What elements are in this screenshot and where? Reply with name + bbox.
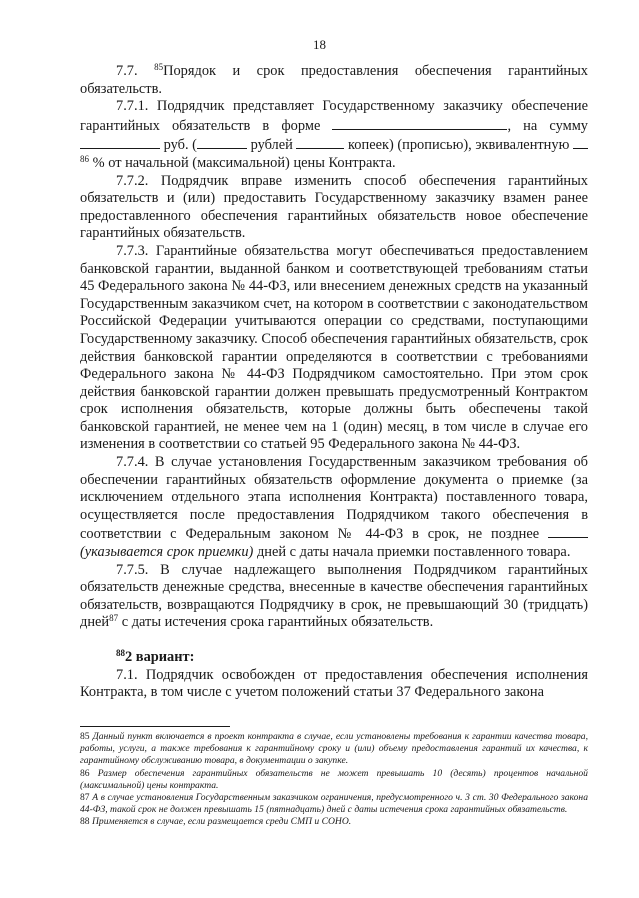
footnote-text: Размер обеспечения гарантийных обязательств не может превышать 10 (десять) процентов начальной (максимальной) цены контракта. <box>80 767 588 791</box>
amount-blank <box>80 135 160 149</box>
spacer <box>80 632 588 649</box>
variant-heading <box>80 649 588 667</box>
paragraph-7-7-5 <box>80 562 588 632</box>
paragraph-7-7-5-text-b: с даты истечения срока гарантийных обязательств. <box>121 614 434 631</box>
paragraph-7-7-5-text: 7.7.5. В случае надлежащего выполнения Подрядчиком гарантийных обязательств денежные средства, внесенные в качестве обеспечения гарантийных обязательств, возвращаются Подрядчику в срок, не превышающий 30 (тридцать) дней <box>80 561 588 631</box>
kopecks-blank <box>296 135 344 149</box>
footnote-number: 88 <box>80 816 90 828</box>
paragraph-7-7-1-text-e: копеек) (прописью), эквивалентную <box>348 137 570 154</box>
footnote-number: 87 <box>80 792 90 804</box>
footnote-85 <box>80 731 588 768</box>
section-number: 7.7. <box>116 63 138 79</box>
footnotes <box>80 731 588 829</box>
document-body <box>80 63 588 702</box>
footnote-86 <box>80 768 588 792</box>
footnote-number: 85 <box>80 731 90 742</box>
paragraph-7-7-4-text-b: дней с даты начала приемки поставленного товара. <box>256 544 571 561</box>
paragraph-7-7-4-text: 7.7.4. В случае установления Государственным заказчиком требования об обеспечении гарантийных обязательств оформление документа о приемке (за исключением отдельного этапа исполнения Контракта) поставленного товара, осуществляется после предоставления Подрядчиком такого обеспечения в соответствии с Федеральным законом № 44-ФЗ в срок, не позднее <box>80 454 588 543</box>
footnote-ref-87: 87 <box>109 613 119 624</box>
rubles-blank <box>197 135 247 149</box>
page-number: 18 <box>313 37 326 52</box>
percent-blank <box>573 135 588 149</box>
footnote-text: Применяется в случае, если размещается среди СМП и СОНО. <box>92 816 352 828</box>
footnote-ref-88: 88 <box>116 648 125 658</box>
footnote-number: 86 <box>80 767 90 779</box>
paragraph-7-7-2: 7.7.2. Подрядчик вправе изменить способ обеспечения гарантийных обязательств и (или) предоставить Государственному заказчику взамен ранее предоставленного обеспечения гарантийных обязательств новое обеспечение гарантийных обязательств. <box>80 172 588 242</box>
paragraph-7-7-1-text: 7.7.1. Подрядчик представляет Государственному заказчику обеспечение гарантийных обязательств в форме <box>80 98 588 134</box>
footnote-ref-86: 86 <box>80 153 89 164</box>
footnote-separator <box>80 726 230 727</box>
footnote-text: Данный пункт включается в проект контракта в случае, если установлены требования к гарантии качества товара, работы, услуги, а также требования к гарантийному сроку и (или) объему предоставления гарантий их качества, к гарантийному обслуживанию товара, в документации о закупке. <box>80 731 588 767</box>
section-heading: Порядок и срок предоставления обеспечения гарантийных обязательств. <box>80 63 588 97</box>
acceptance-term-note: (указывается срок приемки) <box>80 544 254 561</box>
paragraph-7-7-4 <box>80 454 588 562</box>
paragraph-7-7-3: 7.7.3. Гарантийные обязательства могут обеспечиваться предоставлением банковской гарантии, выданной банком и соответствующей требованиям статьи 45 Федерального закона № 44-ФЗ, или внесением денежных средств на указанный Государственным заказчиком счет, на котором в соответствии с законодательством Российской Федерации учитываются операции со средствами, поступающими Государственному заказчику. Способ обеспечения гарантийных обязательств, срок действия банковской гарантии определяются в соответствии с требованиями Федерального закона № 44-ФЗ Подрядчиком самостоятельно. При этом срок действия банковской гарантии должен превышать предусмотренный Контрактом срок исполнения обязательств, которые должны быть обеспечены такой банковской гарантией, не менее чем на 1 (один) месяц, в том числе в случае его изменения в соответствии со статьей 95 Федерального закона № 44-ФЗ. <box>80 242 588 453</box>
footnote-88 <box>80 816 588 828</box>
paragraph-7-7-1-text-f: % от начальной (максимальной) цены Контракта. <box>92 154 396 171</box>
paragraph-7-1: 7.1. Подрядчик освобожден от предоставления обеспечения исполнения Контракта, в том числе с учетом положений статьи 37 Федерального закона <box>80 666 588 701</box>
paragraph-7-7-1-text-b: , на сумму <box>507 117 588 134</box>
footnote-ref-85: 85 <box>154 62 164 72</box>
paragraph-7-7-1-text-d: рублей <box>250 137 293 154</box>
footnote-87 <box>80 792 588 816</box>
paragraph-7-7-1-text-c: руб. ( <box>163 137 197 154</box>
form-blank <box>332 116 507 130</box>
paragraph-7-7 <box>80 63 588 98</box>
variant-label: 2 вариант: <box>125 649 195 665</box>
paragraph-7-7-1 <box>80 98 588 172</box>
deadline-blank <box>548 524 588 538</box>
footnote-text: А в случае установления Государственным заказчиком ограничения, предусмотренного ч. 3 ст. 30 Федерального закона 44-ФЗ, такой срок не должен превышать 15 (пятнадцать) дней с даты истечения срока гарантийных обязательств. <box>80 792 588 816</box>
